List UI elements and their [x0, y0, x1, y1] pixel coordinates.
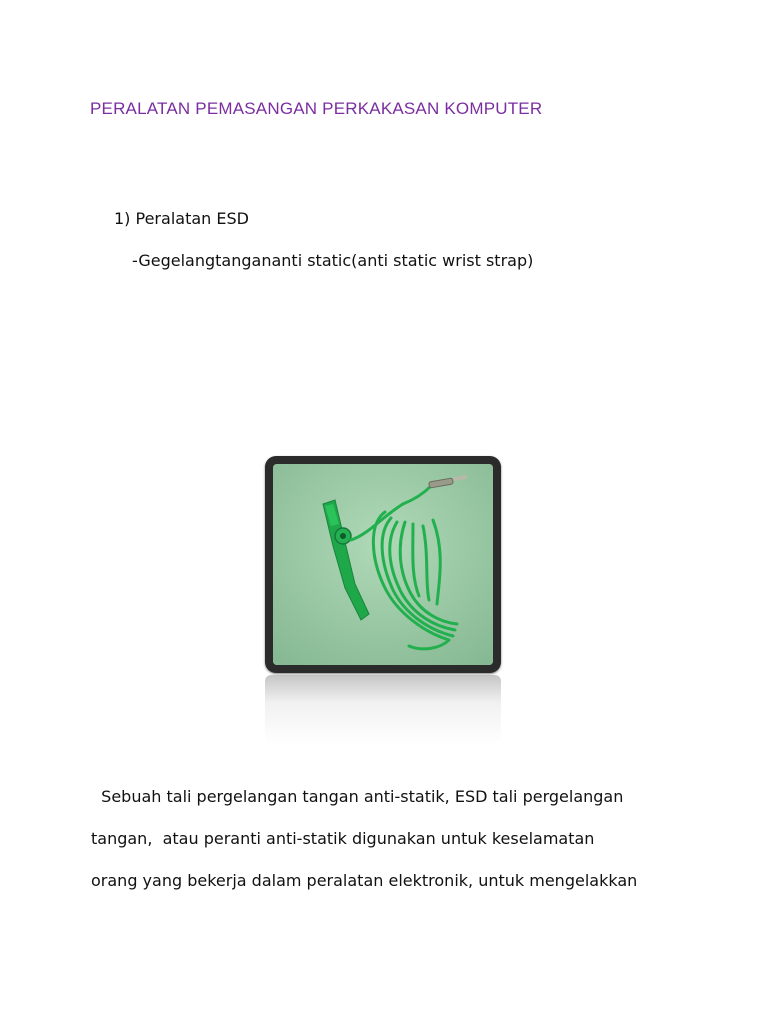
body-paragraph — [91, 776, 691, 902]
paragraph-line: tangan, atau peranti anti-statik digunakan untuk keselamatan — [91, 829, 595, 848]
wrist-strap-photo-frame — [265, 456, 501, 673]
paragraph-line: orang yang bekerja dalam peralatan elektronik, untuk mengelakkan — [91, 871, 638, 890]
section-heading: 1) Peralatan ESD — [114, 209, 249, 228]
document-title: PERALATAN PEMASANGAN PERKAKASAN KOMPUTER — [90, 99, 543, 118]
wrist-strap-illustration — [273, 464, 493, 665]
wrist-strap-photo — [273, 464, 493, 665]
photo-reflection — [265, 675, 501, 745]
section-subheading: -Gegelangtangananti static(anti static wrist strap) — [132, 251, 534, 270]
paragraph-line: Sebuah tali pergelangan tangan anti-statik, ESD tali pergelangan — [91, 787, 624, 806]
